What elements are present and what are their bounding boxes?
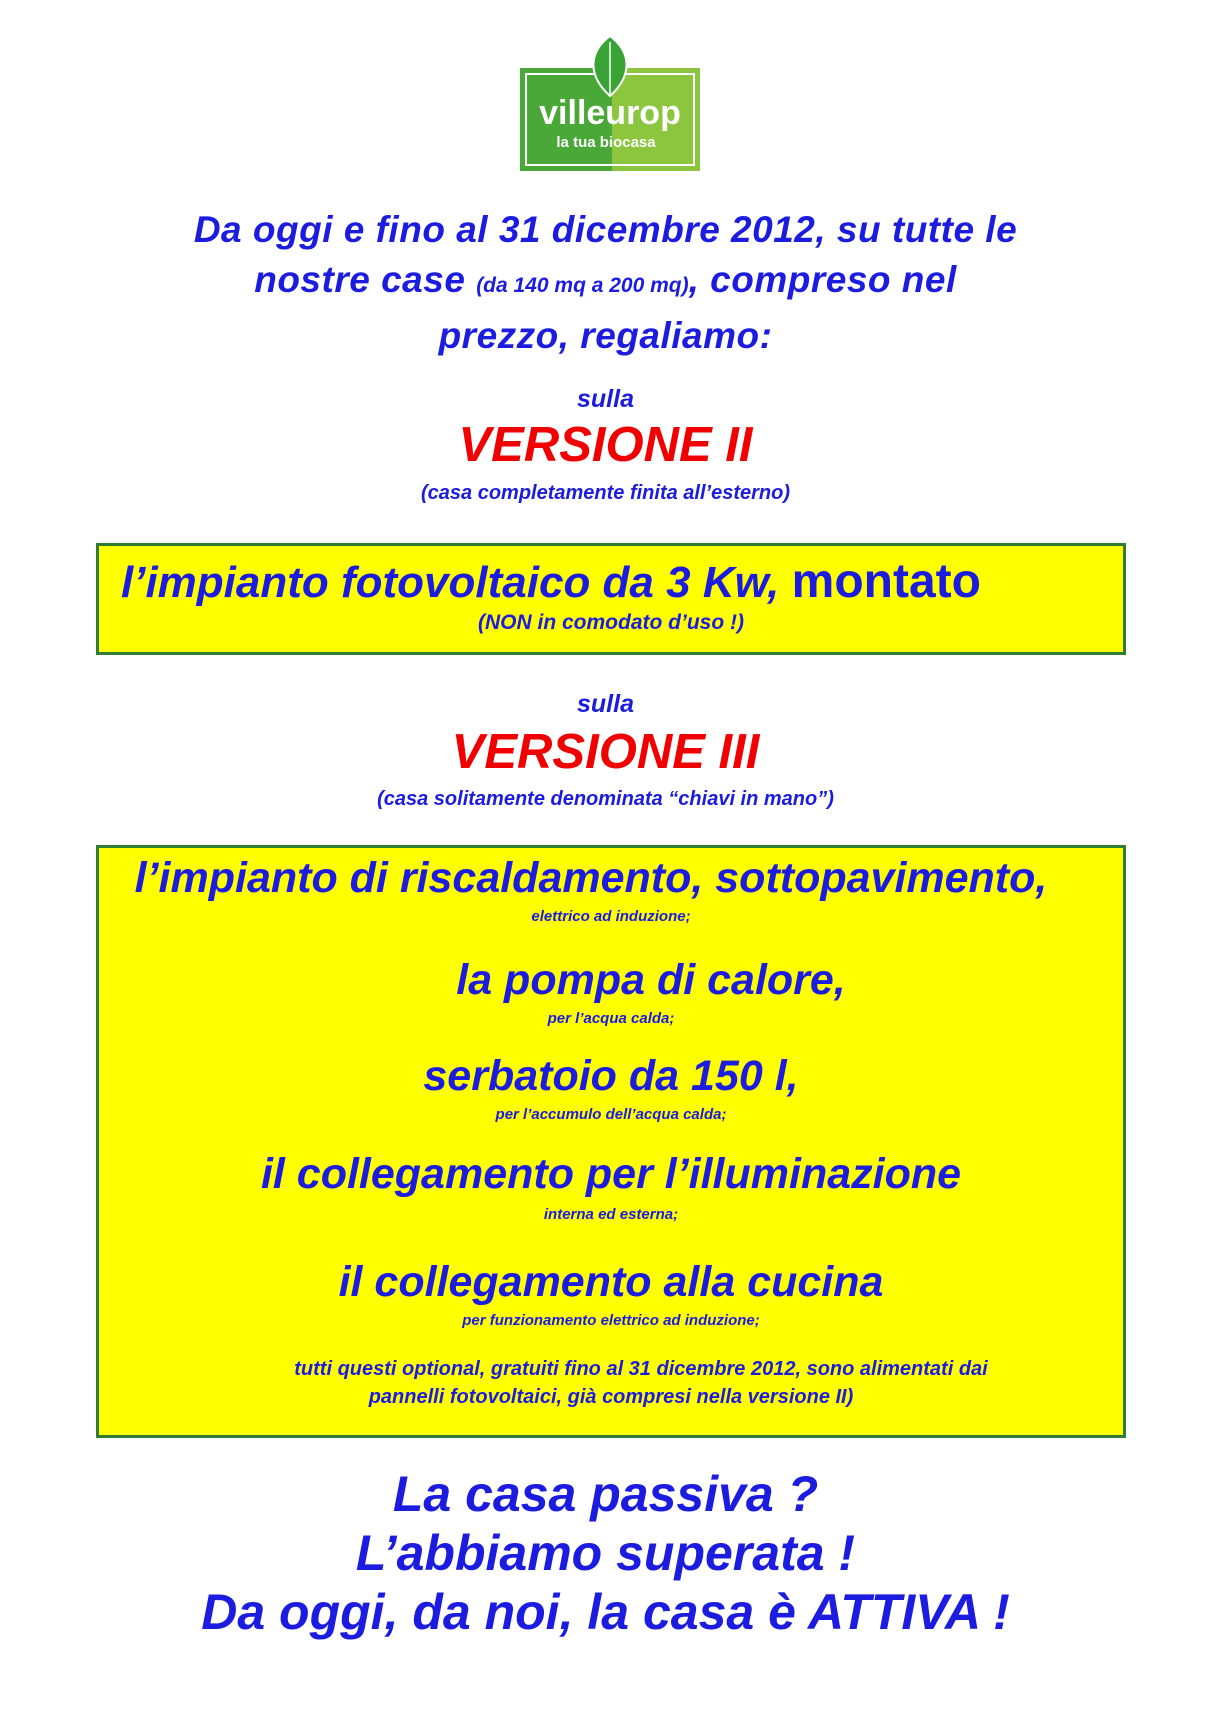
- section2-note: (casa solitamente denominata “chiavi in mano”): [377, 788, 834, 810]
- box1-sub: (NON in comodato d’uso !): [478, 611, 744, 634]
- offer-box-version-3: [96, 845, 1126, 1438]
- box2-closing-line-1: tutti questi optional, gratuiti fino al 31 dicembre 2012, sono alimentati dai: [294, 1358, 988, 1380]
- intro-line-1: Da oggi e fino al 31 dicembre 2012, su tutte le: [193, 209, 1018, 250]
- footer-line-3: Da oggi, da noi, la casa è ATTIVA !: [201, 1584, 1010, 1640]
- closing-slogan: [0, 1465, 1211, 1642]
- section1-sulla: sulla: [577, 385, 634, 413]
- logo-tagline: la tua biocasa: [556, 134, 656, 151]
- box2-item-3-sub: per l’accumulo dell’acqua calda;: [495, 1106, 727, 1123]
- box2-item-5-sub: per funzionamento elettrico ad induzione;: [462, 1312, 760, 1329]
- offer-box-version-2: [96, 543, 1126, 655]
- intro-line-2: nostre case (da 140 mq a 200 mq), compreso nel: [254, 259, 957, 300]
- box2-item-2-title: la pompa di calore,: [456, 956, 846, 1004]
- footer-line-1: La casa passiva ?: [392, 1466, 819, 1522]
- box1-main-line: l’impianto fotovoltaico da 3 Kw, montato: [121, 555, 981, 608]
- section2-version-title: VERSIONE III: [451, 725, 760, 779]
- box2-closing-line-2: pannelli fotovoltaici, già compresi nella versione II): [368, 1386, 854, 1408]
- box2-item-4-title: il collegamento per l’illuminazione: [260, 1150, 962, 1198]
- section2-sulla: sulla: [577, 690, 634, 718]
- box2-item-1-title: l’impianto di riscaldamento, sottopavimento,: [134, 854, 1048, 902]
- box2-item-5-title: il collegamento alla cucina: [338, 1258, 884, 1306]
- intro-text: [0, 205, 1211, 361]
- box2-item-1-sub: elettrico ad induzione;: [531, 908, 691, 925]
- section1-note: (casa completamente finita all’esterno): [420, 482, 790, 504]
- section1-version-title: VERSIONE II: [458, 418, 753, 472]
- footer-line-2: L’abbiamo superata !: [355, 1525, 856, 1581]
- box2-item-4-sub: interna ed esterna;: [543, 1206, 679, 1223]
- logo-brand: villeurop: [539, 94, 681, 132]
- intro-line-3: prezzo, regaliamo:: [438, 315, 773, 356]
- box2-item-3-title: serbatoio da 150 l,: [423, 1052, 799, 1100]
- villeurop-logo: [520, 36, 700, 171]
- box2-item-2-sub: per l’acqua calda;: [547, 1010, 675, 1027]
